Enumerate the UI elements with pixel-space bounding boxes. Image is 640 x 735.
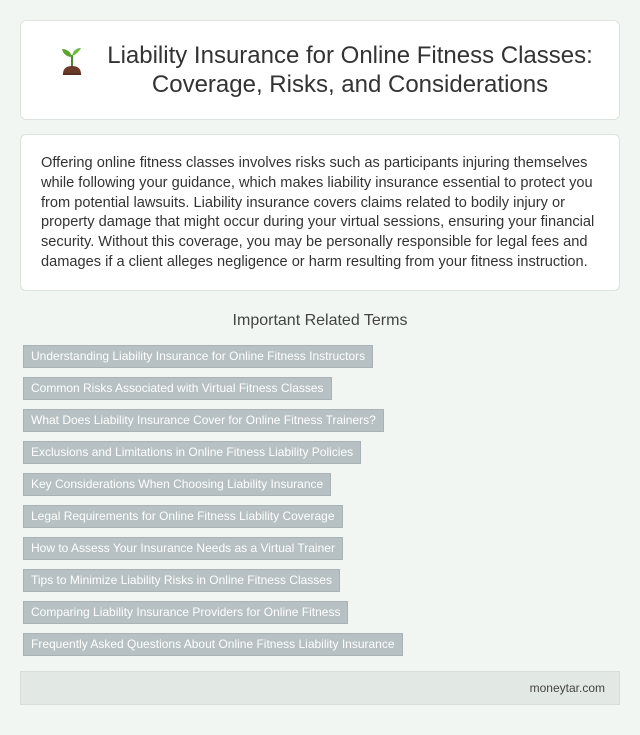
footer-site-name[interactable]: moneytar.com bbox=[529, 681, 605, 695]
related-terms-heading: Important Related Terms bbox=[232, 312, 408, 329]
related-term-link[interactable]: Common Risks Associated with Virtual Fitness Classes bbox=[23, 377, 332, 400]
related-term-link[interactable]: Understanding Liability Insurance for Online Fitness Instructors bbox=[23, 345, 373, 368]
related-term-link[interactable]: How to Assess Your Insurance Needs as a Virtual Trainer bbox=[23, 537, 343, 560]
page-title: Liability Insurance for Online Fitness Classes: Coverage, Risks, and Considerations bbox=[107, 42, 593, 98]
intro-card bbox=[20, 134, 620, 291]
related-term-link[interactable]: Tips to Minimize Liability Risks in Online Fitness Classes bbox=[23, 569, 340, 592]
footer bbox=[20, 671, 620, 705]
related-term-link[interactable]: Frequently Asked Questions About Online Fitness Liability Insurance bbox=[23, 633, 403, 656]
related-term-link[interactable]: What Does Liability Insurance Cover for Online Fitness Trainers? bbox=[23, 409, 384, 432]
related-term-link[interactable]: Key Considerations When Choosing Liability Insurance bbox=[23, 473, 331, 496]
related-term-link[interactable]: Comparing Liability Insurance Providers for Online Fitness bbox=[23, 601, 348, 624]
related-term-link[interactable]: Legal Requirements for Online Fitness Liability Coverage bbox=[23, 505, 343, 528]
related-term-link[interactable]: Exclusions and Limitations in Online Fitness Liability Policies bbox=[23, 441, 361, 464]
sprout-icon bbox=[57, 44, 87, 84]
intro-paragraph: Offering online fitness classes involves risks such as participants injuring themselves while following your guidance, which makes liability insurance essential to protect you from potential lawsuits. Liability insurance covers claims related to bodily injury or property damage that might occur during your virtual sessions, ensuring your financial security. Without this coverage, you may be personally responsible for legal fees and damages if a client alleges negligence or harm resulting from your fitness instruction. bbox=[41, 155, 595, 270]
title-card bbox=[20, 20, 620, 120]
related-terms-list bbox=[23, 345, 623, 665]
